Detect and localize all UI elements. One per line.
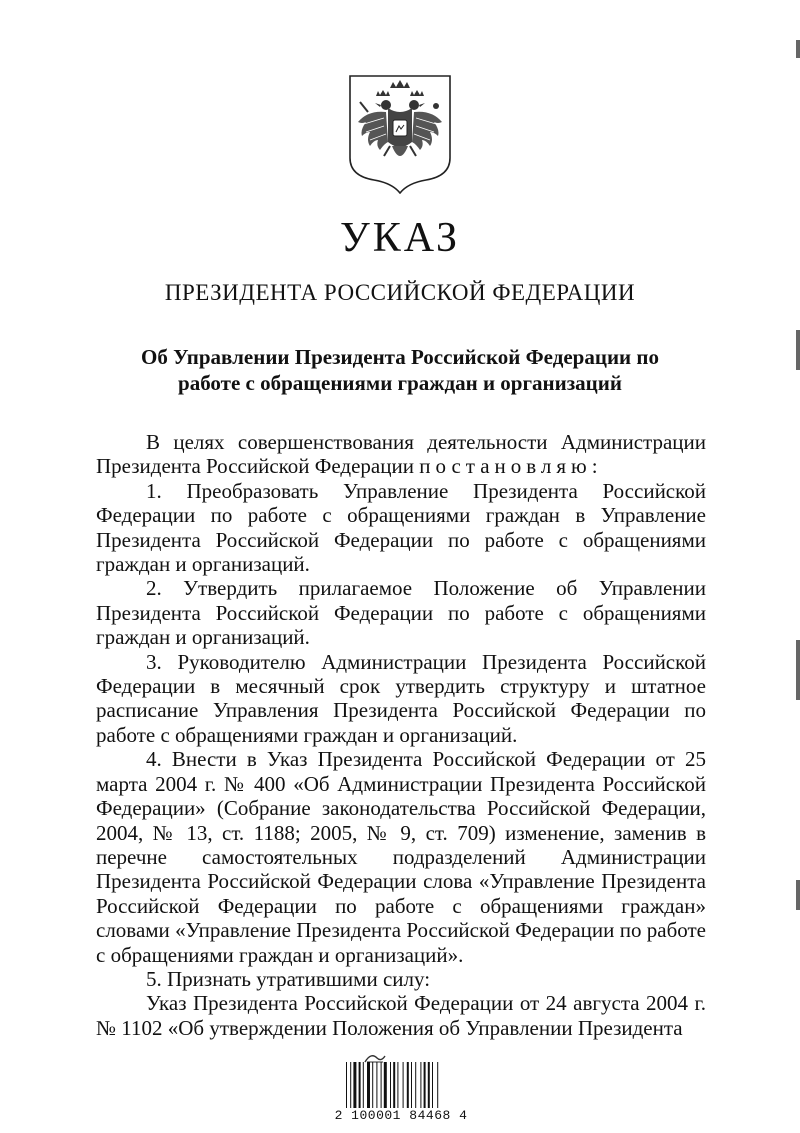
document-heading-line: работе с обращениями граждан и организаций (178, 371, 622, 395)
intro-colon: : (591, 454, 598, 479)
document-body (96, 430, 706, 1040)
item-paragraph: 1. Преобразовать Управление Президента Российской Федерации по работе с обращениями граждан в Управление Президента Российской Федерации по работе с обращениями граждан и организаций. (96, 478, 706, 577)
decree-subtitle: ПРЕЗИДЕНТА РОССИЙСКОЙ ФЕДЕРАЦИИ (164, 280, 636, 305)
intro-paragraph (96, 430, 706, 479)
item-paragraph: 4. Внести в Указ Президента Российской Федерации от 25 марта 2004 г. № 400 «Об Администрации Президента Российской Федерации» (Собрание законодательства Российской Федерации, 2004, № 13, ст. 1188; 2005, № 9, ст. 709) изменение, заменив в перечне самостоятельных подразделений Администрации Президента Российской Федерации слова «Управление Президента Российской Федерации по работе с обращениями граждан» словами «Управление Президента Российской Федерации по работе с обращениями граждан и организаций». (96, 747, 706, 967)
scan-edge-mark (796, 330, 800, 370)
scan-edge-mark (796, 40, 800, 58)
intro-text: В целях совершенствования деятельности Администрации Президента Российской Федерации (96, 430, 706, 479)
item-paragraph: Указ Президента Российской Федерации от 24 августа 2004 г. № 1102 «Об утверждении Положения об Управлении Президента (96, 991, 706, 1040)
document-heading (100, 344, 700, 396)
document-heading-line: Об Управлении Президента Российской Федерации по (141, 345, 659, 369)
russian-coat-of-arms-icon (346, 72, 454, 194)
scan-edge-mark (796, 880, 800, 910)
decree-title: УКАЗ (339, 215, 461, 261)
barcode-icon (344, 1062, 458, 1110)
scan-edge-mark (796, 640, 800, 700)
item-paragraph: 5. Признать утратившими силу: (146, 966, 431, 991)
item-paragraph: 2. Утвердить прилагаемое Положение об Управлении Президента Российской Федерации по работе с обращениями граждан и организаций. (96, 576, 706, 650)
barcode-number: 2 100001 84468 4 (334, 1108, 468, 1123)
item-paragraph: 3. Руководителю Администрации Президента Российской Федерации в месячный срок утвердить структуру и штатное расписание Управления Президента Российской Федерации по работе с обращениями граждан и организаций. (96, 649, 706, 747)
resolve-word: постановляю (419, 454, 592, 479)
